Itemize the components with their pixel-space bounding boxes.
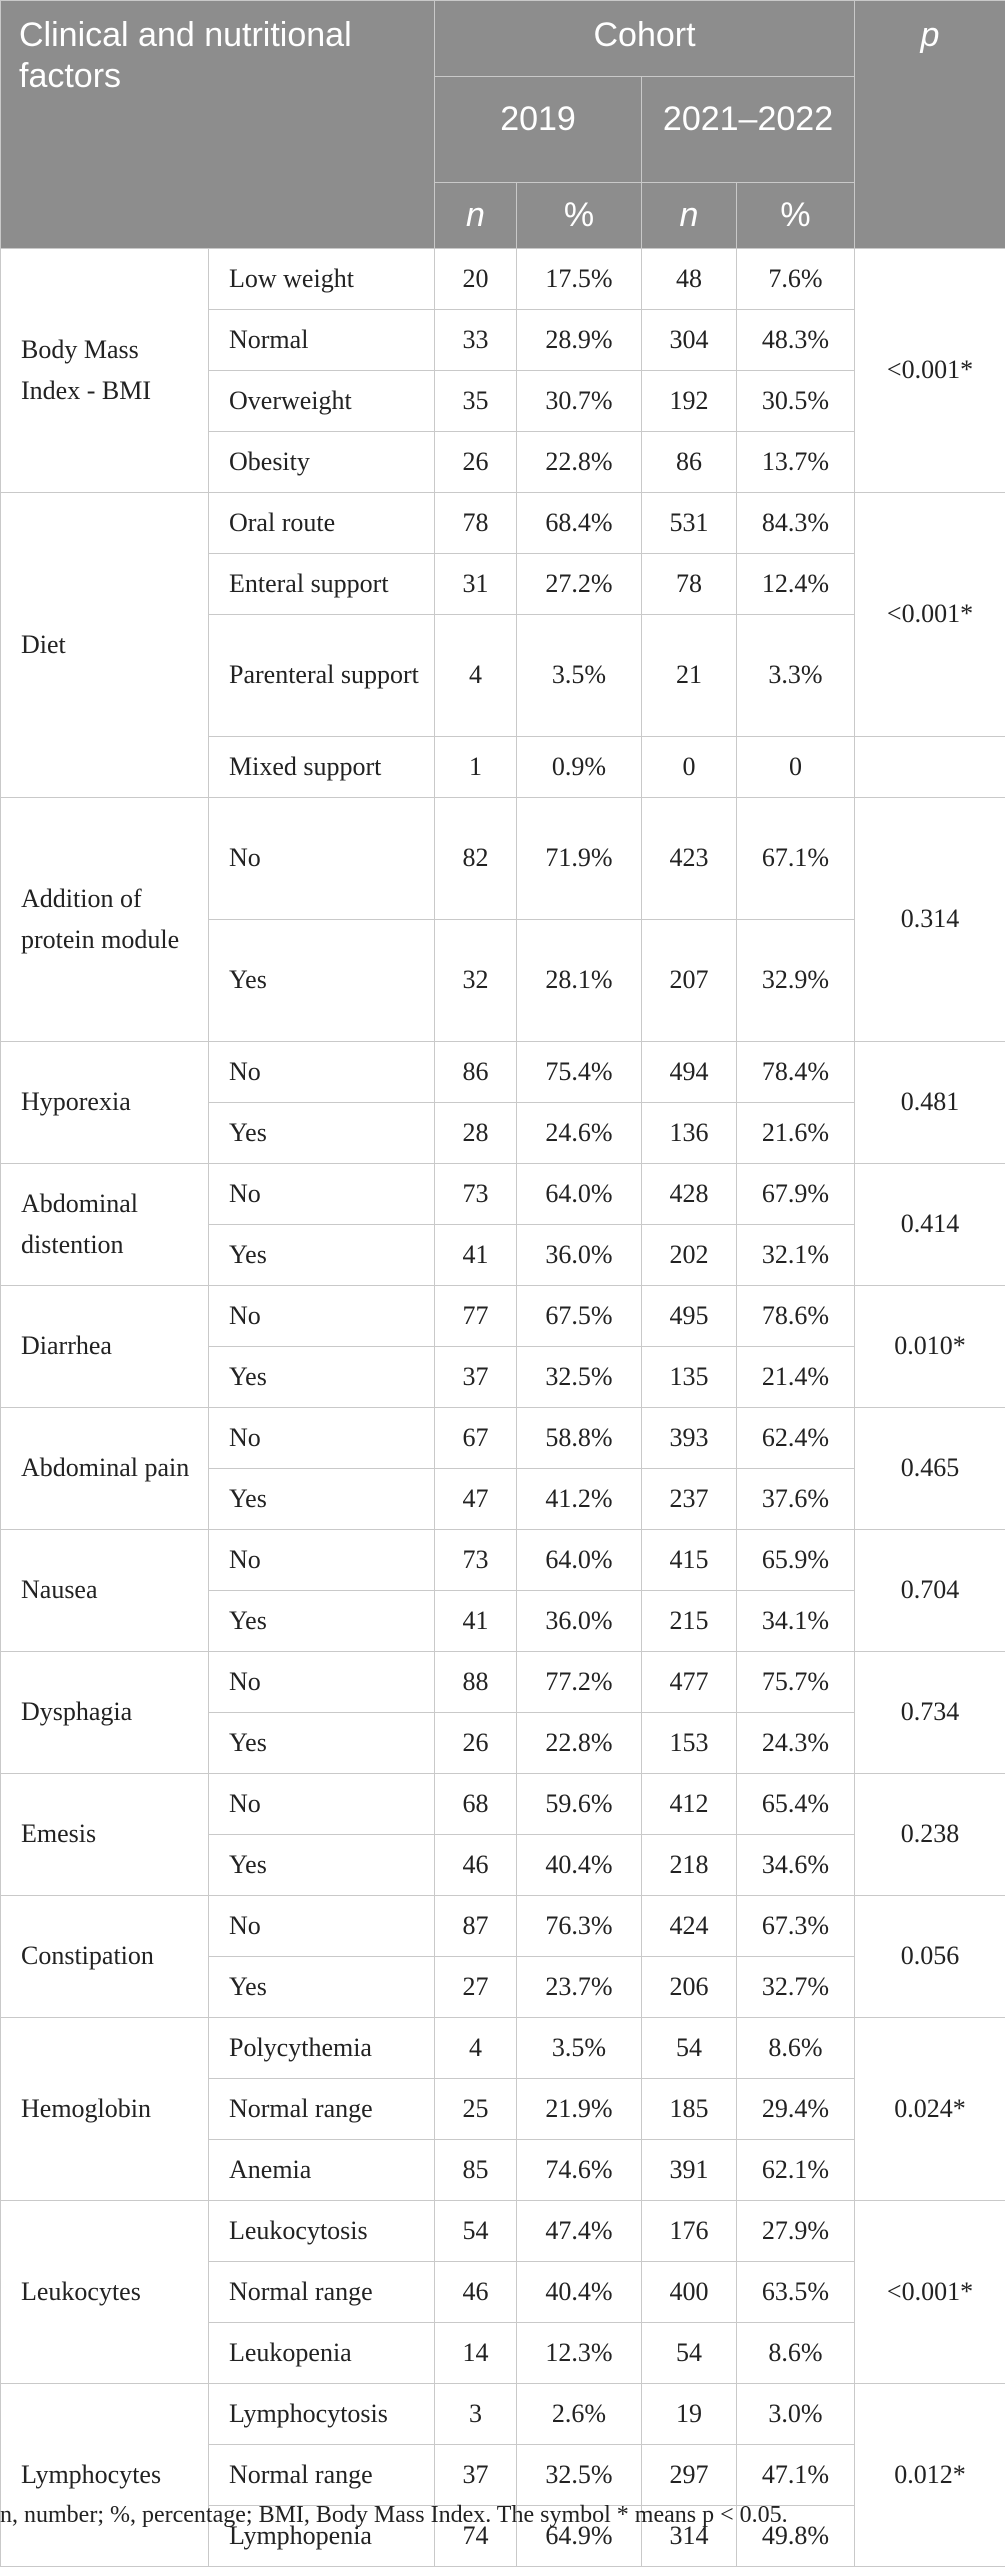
pct-2019-cell: 71.9% [517,798,642,920]
category-label: Enteral support [209,554,435,615]
factor-label: Addition of protein module [1,798,209,1042]
pct-2021-cell: 0 [737,737,855,798]
p-value-cell: <0.001* [855,493,1005,737]
pct-2021-cell: 78.4% [737,1042,855,1103]
header-year-2019: 2019 [435,77,642,183]
header-n-2021: n [642,183,737,249]
pct-2021-cell: 21.6% [737,1103,855,1164]
pct-2019-cell: 22.8% [517,432,642,493]
pct-2021-cell: 30.5% [737,371,855,432]
factor-label: Abdominal pain [1,1408,209,1530]
n-2021-cell: 314 [642,2506,737,2567]
table-row [1,1042,1005,1103]
n-2019-cell: 87 [435,1896,517,1957]
pct-2019-cell: 0.9% [517,737,642,798]
p-value-cell: 0.734 [855,1652,1005,1774]
header-year-2021-2022: 2021–2022 [642,77,855,183]
category-label: No [209,1408,435,1469]
table-row [1,1408,1005,1469]
n-2021-cell: 192 [642,371,737,432]
n-2019-cell: 33 [435,310,517,371]
pct-2021-cell: 63.5% [737,2262,855,2323]
p-value-cell: 0.056 [855,1896,1005,2018]
pct-2019-cell: 36.0% [517,1591,642,1652]
category-label: Low weight [209,249,435,310]
header-pct-2019: % [517,183,642,249]
pct-2019-cell: 30.7% [517,371,642,432]
category-label: Yes [209,1347,435,1408]
pct-2019-cell: 28.1% [517,920,642,1042]
pct-2019-cell: 32.5% [517,1347,642,1408]
n-2021-cell: 136 [642,1103,737,1164]
n-2021-cell: 424 [642,1896,737,1957]
p-value-cell: 0.414 [855,1164,1005,1286]
table-row [1,249,1005,310]
pct-2019-cell: 64.0% [517,1164,642,1225]
p-value-cell: 0.314 [855,798,1005,1042]
n-2019-cell: 3 [435,2384,517,2445]
n-2019-cell: 78 [435,493,517,554]
factor-label: Body Mass Index - BMI [1,249,209,493]
n-2019-cell: 88 [435,1652,517,1713]
n-2021-cell: 206 [642,1957,737,2018]
n-2021-cell: 21 [642,615,737,737]
category-label: Yes [209,1469,435,1530]
pct-2021-cell: 32.1% [737,1225,855,1286]
category-label: Normal range [209,2262,435,2323]
n-2019-cell: 26 [435,1713,517,1774]
n-2019-cell: 77 [435,1286,517,1347]
category-label: Yes [209,1713,435,1774]
n-2019-cell: 82 [435,798,517,920]
header-factors: Clinical and nutritional factors [1,1,435,249]
category-label: Yes [209,1591,435,1652]
table-row [1,798,1005,920]
pct-2019-cell: 74.6% [517,2140,642,2201]
n-2021-cell: 54 [642,2323,737,2384]
pct-2019-cell: 32.5% [517,2445,642,2506]
n-2021-cell: 391 [642,2140,737,2201]
category-label: Mixed support [209,737,435,798]
p-value-cell: 0.238 [855,1774,1005,1896]
n-2021-cell: 428 [642,1164,737,1225]
n-2019-cell: 28 [435,1103,517,1164]
pct-2019-cell: 24.6% [517,1103,642,1164]
n-2019-cell: 74 [435,2506,517,2567]
n-2019-cell: 46 [435,2262,517,2323]
n-2021-cell: 415 [642,1530,737,1591]
table-footnote: n, number; %, percentage; BMI, Body Mass Index. The symbol * means p < 0.05. [0,2502,1005,2529]
factor-label: Abdominal distention [1,1164,209,1286]
n-2019-cell: 73 [435,1530,517,1591]
pct-2019-cell: 64.0% [517,1530,642,1591]
pct-2021-cell: 62.4% [737,1408,855,1469]
table-row [1,2384,1005,2445]
pct-2021-cell: 75.7% [737,1652,855,1713]
p-value-cell: <0.001* [855,2201,1005,2384]
table-body [1,249,1005,2567]
n-2021-cell: 477 [642,1652,737,1713]
pct-2021-cell: 65.9% [737,1530,855,1591]
n-2021-cell: 412 [642,1774,737,1835]
pct-2019-cell: 2.6% [517,2384,642,2445]
pct-2019-cell: 28.9% [517,310,642,371]
category-label: Yes [209,1225,435,1286]
n-2021-cell: 393 [642,1408,737,1469]
n-2019-cell: 4 [435,615,517,737]
pct-2019-cell: 22.8% [517,1713,642,1774]
pct-2019-cell: 3.5% [517,615,642,737]
table-row [1,2018,1005,2079]
pct-2019-cell: 68.4% [517,493,642,554]
pct-2019-cell: 76.3% [517,1896,642,1957]
pct-2021-cell: 32.9% [737,920,855,1042]
n-2019-cell: 1 [435,737,517,798]
pct-2021-cell: 3.3% [737,615,855,737]
n-2019-cell: 27 [435,1957,517,2018]
n-2019-cell: 68 [435,1774,517,1835]
n-2019-cell: 37 [435,1347,517,1408]
n-2021-cell: 531 [642,493,737,554]
table-row [1,1286,1005,1347]
n-2021-cell: 423 [642,798,737,920]
pct-2019-cell: 17.5% [517,249,642,310]
category-label: Leukopenia [209,2323,435,2384]
pct-2019-cell: 40.4% [517,1835,642,1896]
n-2021-cell: 202 [642,1225,737,1286]
p-value-cell: 0.012* [855,2384,1005,2567]
n-2019-cell: 25 [435,2079,517,2140]
n-2019-cell: 85 [435,2140,517,2201]
pct-2021-cell: 49.8% [737,2506,855,2567]
pct-2021-cell: 27.9% [737,2201,855,2262]
factor-label: Hemoglobin [1,2018,209,2201]
n-2021-cell: 218 [642,1835,737,1896]
n-2021-cell: 153 [642,1713,737,1774]
table-row [1,1164,1005,1225]
table-row [1,1774,1005,1835]
category-label: Yes [209,1835,435,1896]
n-2021-cell: 78 [642,554,737,615]
category-label: Yes [209,920,435,1042]
n-2019-cell: 54 [435,2201,517,2262]
n-2019-cell: 37 [435,2445,517,2506]
pct-2021-cell: 7.6% [737,249,855,310]
category-label: No [209,1774,435,1835]
pct-2021-cell: 65.4% [737,1774,855,1835]
factor-label: Nausea [1,1530,209,1652]
factor-label: Constipation [1,1896,209,2018]
n-2019-cell: 47 [435,1469,517,1530]
n-2019-cell: 14 [435,2323,517,2384]
p-value-cell: 0.010* [855,1286,1005,1408]
p-value-cell: 0.704 [855,1530,1005,1652]
pct-2019-cell: 67.5% [517,1286,642,1347]
pct-2019-cell: 77.2% [517,1652,642,1713]
pct-2019-cell: 64.9% [517,2506,642,2567]
category-label: No [209,1164,435,1225]
pct-2021-cell: 3.0% [737,2384,855,2445]
n-2021-cell: 304 [642,310,737,371]
n-2021-cell: 400 [642,2262,737,2323]
factor-label: Lymphocytes [1,2384,209,2567]
category-label: Oral route [209,493,435,554]
n-2019-cell: 32 [435,920,517,1042]
category-label: No [209,1652,435,1713]
category-label: No [209,1896,435,1957]
pct-2021-cell: 67.3% [737,1896,855,1957]
pct-2019-cell: 40.4% [517,2262,642,2323]
pct-2021-cell: 32.7% [737,1957,855,2018]
n-2019-cell: 41 [435,1225,517,1286]
n-2021-cell: 215 [642,1591,737,1652]
category-label: Yes [209,1103,435,1164]
pct-2021-cell: 12.4% [737,554,855,615]
n-2019-cell: 20 [435,249,517,310]
pct-2019-cell: 41.2% [517,1469,642,1530]
pct-2021-cell: 47.1% [737,2445,855,2506]
pct-2021-cell: 48.3% [737,310,855,371]
n-2021-cell: 207 [642,920,737,1042]
factor-label: Diarrhea [1,1286,209,1408]
n-2021-cell: 19 [642,2384,737,2445]
n-2021-cell: 176 [642,2201,737,2262]
header-p-value: p [855,1,1005,249]
category-label: No [209,798,435,920]
pct-2019-cell: 12.3% [517,2323,642,2384]
p-value-cell: <0.001* [855,249,1005,493]
header-pct-2021: % [737,183,855,249]
pct-2021-cell: 84.3% [737,493,855,554]
table-row [1,2201,1005,2262]
pct-2021-cell: 34.1% [737,1591,855,1652]
pct-2021-cell: 62.1% [737,2140,855,2201]
category-label: Normal range [209,2445,435,2506]
n-2021-cell: 494 [642,1042,737,1103]
n-2021-cell: 135 [642,1347,737,1408]
table-row [1,1530,1005,1591]
n-2021-cell: 495 [642,1286,737,1347]
table-row [1,1652,1005,1713]
pct-2019-cell: 27.2% [517,554,642,615]
n-2019-cell: 86 [435,1042,517,1103]
pct-2021-cell: 29.4% [737,2079,855,2140]
pct-2019-cell: 59.6% [517,1774,642,1835]
header-cohort: Cohort [435,1,855,77]
factor-label: Diet [1,493,209,798]
factor-label: Emesis [1,1774,209,1896]
n-2021-cell: 237 [642,1469,737,1530]
n-2019-cell: 46 [435,1835,517,1896]
pct-2019-cell: 58.8% [517,1408,642,1469]
factor-label: Hyporexia [1,1042,209,1164]
pct-2021-cell: 8.6% [737,2018,855,2079]
factor-label: Leukocytes [1,2201,209,2384]
n-2019-cell: 35 [435,371,517,432]
pct-2021-cell: 78.6% [737,1286,855,1347]
n-2021-cell: 185 [642,2079,737,2140]
table-row [1,1896,1005,1957]
category-label: No [209,1286,435,1347]
p-value-cell: 0.024* [855,2018,1005,2201]
category-label: Leukocytosis [209,2201,435,2262]
pct-2021-cell: 34.6% [737,1835,855,1896]
n-2021-cell: 297 [642,2445,737,2506]
pct-2019-cell: 36.0% [517,1225,642,1286]
pct-2021-cell: 8.6% [737,2323,855,2384]
pct-2021-cell: 21.4% [737,1347,855,1408]
category-label: Parenteral support [209,615,435,737]
pct-2021-cell: 67.1% [737,798,855,920]
header-n-2019: n [435,183,517,249]
pct-2021-cell: 67.9% [737,1164,855,1225]
category-label: Lymphocytosis [209,2384,435,2445]
p-value-cell: 0.465 [855,1408,1005,1530]
pct-2021-cell: 13.7% [737,432,855,493]
n-2019-cell: 67 [435,1408,517,1469]
pct-2021-cell: 24.3% [737,1713,855,1774]
n-2021-cell: 86 [642,432,737,493]
p-value-empty-cell [855,737,1005,798]
category-label: Normal range [209,2079,435,2140]
category-label: Lymphopenia [209,2506,435,2567]
category-label: Yes [209,1957,435,2018]
category-label: No [209,1042,435,1103]
n-2019-cell: 73 [435,1164,517,1225]
category-label: Polycythemia [209,2018,435,2079]
pct-2019-cell: 75.4% [517,1042,642,1103]
pct-2019-cell: 23.7% [517,1957,642,2018]
pct-2019-cell: 3.5% [517,2018,642,2079]
n-2019-cell: 31 [435,554,517,615]
category-label: Normal [209,310,435,371]
p-value-cell: 0.481 [855,1042,1005,1164]
n-2021-cell: 48 [642,249,737,310]
category-label: Overweight [209,371,435,432]
category-label: Anemia [209,2140,435,2201]
n-2021-cell: 0 [642,737,737,798]
n-2019-cell: 26 [435,432,517,493]
factor-label: Dysphagia [1,1652,209,1774]
n-2019-cell: 4 [435,2018,517,2079]
pct-2021-cell: 37.6% [737,1469,855,1530]
category-label: No [209,1530,435,1591]
n-2019-cell: 41 [435,1591,517,1652]
category-label: Obesity [209,432,435,493]
pct-2019-cell: 21.9% [517,2079,642,2140]
table-row [1,493,1005,554]
pct-2019-cell: 47.4% [517,2201,642,2262]
n-2021-cell: 54 [642,2018,737,2079]
table-header [1,1,1005,249]
